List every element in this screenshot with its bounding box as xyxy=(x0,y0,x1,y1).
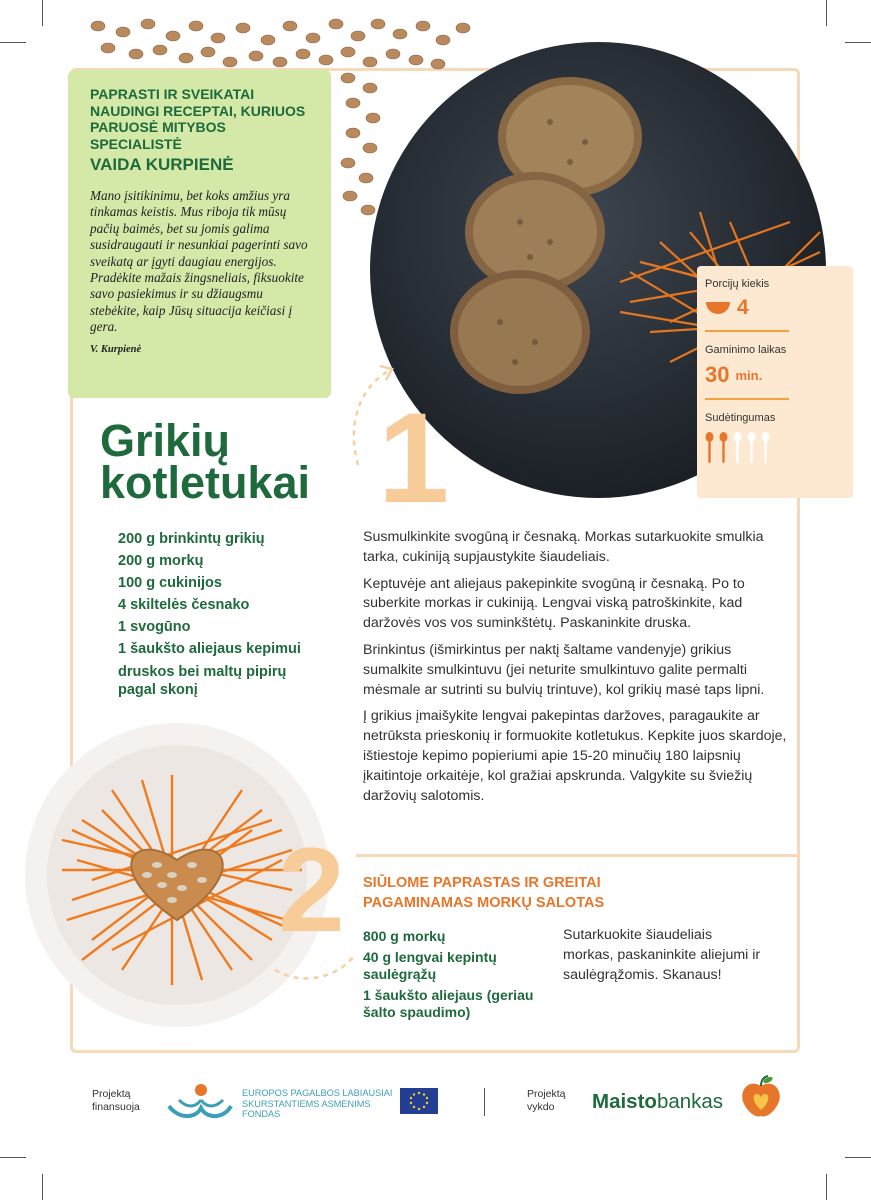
recipe-title-line1: Grikių xyxy=(100,415,231,466)
method-step: Į grikius įmaišykite lengvai pakepintas daržoves, paragaukite ar netrūksta prieskonių ir formuokite kotletukus. Kepkite juos skardoje, ištiestoje kepimo popieriumi apie 15-20 minučių 180 laipsnių įkaitintoje orkaitėje, kol gražiai apskrunda. Valgykite su šviežių daržovių salotomis. xyxy=(363,708,787,804)
crop-mark xyxy=(42,0,43,26)
footer-divider xyxy=(484,1088,485,1116)
time-label: Gaminimo laikas xyxy=(705,344,787,356)
time-unit: min. xyxy=(735,367,763,383)
ingredient-item: 1 šaukšto aliejaus kepimui xyxy=(118,641,301,657)
spoon-icon xyxy=(761,432,770,464)
salad-title: SIŪLOME PAPRASTAS IR GREITAI PAGAMINAMAS MORKŲ SALOTAS xyxy=(363,875,605,911)
ingredient-item: 1 svogūno xyxy=(118,619,191,635)
bowl-icon xyxy=(705,301,731,315)
ingredient-item: 40 g lengvai kepintų saulėgrąžų xyxy=(363,948,497,982)
ingredient-item: 800 g morkų xyxy=(363,928,446,944)
run-label: Projektą vykdo xyxy=(527,1088,566,1113)
method-step: Susmulkinkite svogūną ir česnaką. Morkas sutarkuokite smulkia tarka, cukiniją supjaustykite šiaudeliais. xyxy=(363,529,764,565)
recipe-stats-panel xyxy=(697,266,853,498)
divider xyxy=(705,330,789,332)
arrow-decoration xyxy=(270,940,360,985)
ingredient-item: 1 šaukšto aliejaus (geriau šalto spaudimo) xyxy=(363,986,534,1020)
difficulty-spoons xyxy=(705,432,853,464)
method-step: Brinkintus (išmirkintus per naktį šaltame vandenyje) grikius sumalkite smulkintuvu (jei neturite smulkintuvo galite permalti mėsmale ar sutrinti su bulvių trintuve), kol grikių masė taps lipni. xyxy=(363,641,765,698)
spoon-icon xyxy=(733,432,742,464)
crop-mark xyxy=(826,0,827,26)
logo-bold: Maisto xyxy=(592,1090,657,1113)
intro-heading: PAPRASTI IR SVEIKATAI NAUDINGI RECEPTAI, KURIUOS PARUOSĖ MITYBOS SPECIALISTĖ xyxy=(90,86,306,152)
salad-ingredient-list xyxy=(363,928,553,1025)
intro-quote: Mano įsitikinimu, bet koks amžius yra tinkamas keistis. Mus riboja tik mūsų pačių baimės, bet su jomis galima susidraugauti ir nesunkiai pagerinti savo sveikatą ar įgyti daugiau energijos. Pradėkite mažais žingsneliais, fiksuokite savo pasiekimus ir su džiaugsmu stebėkite, kaip Jūsų situacija keičiasi į gera. xyxy=(90,188,308,335)
crop-mark xyxy=(0,1157,26,1158)
ingredient-item: 200 g brinkintų grikių xyxy=(118,531,265,547)
intro-box xyxy=(68,70,331,398)
portions-value: 4 xyxy=(737,296,749,319)
logo-rest: bankas xyxy=(656,1090,724,1113)
divider xyxy=(705,398,789,400)
section-divider xyxy=(356,854,798,857)
salad-method: Sutarkuokite šiaudeliais morkas, paskaninkite aliejumi ir saulėgrąžomis. Skanaus! xyxy=(563,927,761,983)
step-number-1: 1 xyxy=(378,387,450,530)
ingredient-item: druskos bei maltų pipirų pagal skonį xyxy=(118,664,287,698)
crop-mark xyxy=(845,1157,871,1158)
time-value: 30 xyxy=(705,362,730,387)
spoon-icon xyxy=(719,432,728,464)
recipe-title-line2: kotletukai xyxy=(100,457,311,508)
spoon-icon xyxy=(747,432,756,464)
recipe-title xyxy=(100,415,311,508)
crop-mark xyxy=(0,42,26,43)
eu-fund-name: EUROPOS PAGALBOS LABIAUSIAI SKURSTANTIEMS ASMENIMS FONDAS xyxy=(242,1088,393,1119)
ingredient-item: 100 g cukinijos xyxy=(118,575,222,591)
ingredient-item: 4 skiltelės česnako xyxy=(118,597,250,613)
difficulty-label: Sudėtingumas xyxy=(705,412,776,424)
recipe-method xyxy=(363,528,795,813)
apple-heart-logo-icon xyxy=(740,1074,782,1120)
eu-flag-icon xyxy=(400,1088,438,1114)
method-step: Keptuvėje ant aliejaus pakepinkite svogūną ir česnaką. Po to suberkite morkas ir cukiniją. Lengvai viską patroškinkite, kad daržovės vos vos suminkštėtų. Paskaninkite druska. xyxy=(363,575,745,632)
spoon-icon xyxy=(705,432,714,464)
ingredient-list xyxy=(118,528,348,699)
author-name: VAIDA KURPIENĖ xyxy=(90,155,234,174)
signature: V. Kurpienė xyxy=(90,343,142,355)
step-number-2: 2 xyxy=(278,823,345,957)
ingredient-item: 200 g morkų xyxy=(118,553,204,569)
eu-fund-logo-icon xyxy=(165,1078,235,1122)
portions-label: Porcijų kiekis xyxy=(705,278,770,290)
crop-mark xyxy=(845,42,871,43)
crop-mark xyxy=(42,1174,43,1200)
crop-mark xyxy=(826,1174,827,1200)
maistobankas-logo-text xyxy=(592,1090,723,1114)
funded-label: Projektą finansuoja xyxy=(92,1088,140,1113)
